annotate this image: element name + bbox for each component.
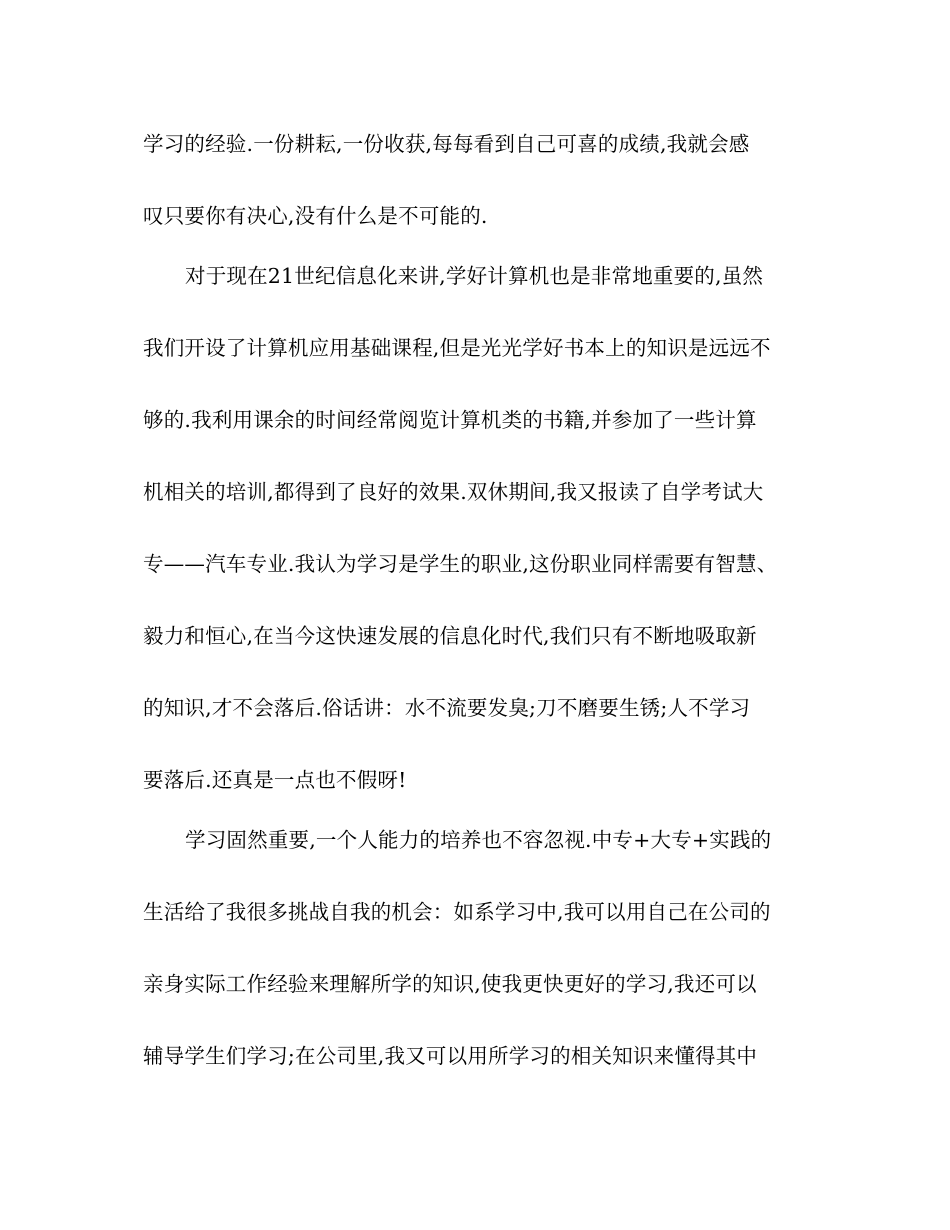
text-line: 我们开设了计算机应用基础课程,但是光光学好书本上的知识是远远不 xyxy=(143,336,771,360)
text-line: 亲身实际工作经验来理解所学的知识,使我更快更好的学习,我还可以 xyxy=(143,972,757,996)
text-line: 专——汽车专业.我认为学习是学生的职业,这份职业同样需要有智慧、 xyxy=(143,552,778,576)
text-line: 毅力和恒心,在当今这快速发展的信息化时代,我们只有不断地吸取新 xyxy=(143,624,757,648)
text-line: 生活给了我很多挑战自我的机会：如系学习中,我可以用自己在公司的 xyxy=(143,900,771,924)
paragraph-first-line: 对于现在21世纪信息化来讲,学好计算机也是非常地重要的,虽然 xyxy=(185,264,764,288)
text-line: 辅导学生们学习;在公司里,我又可以用所学习的相关知识来懂得其中 xyxy=(143,1044,758,1068)
text-line: 的知识,才不会落后.俗话讲：水不流要发臭;刀不磨要生锈;人不学习 xyxy=(143,696,751,720)
text-line: 够的.我利用课余的时间经常阅览计算机类的书籍,并参加了一些计算 xyxy=(143,408,757,432)
text-line: 学习的经验.一份耕耘,一份收获,每每看到自己可喜的成绩,我就会感 xyxy=(143,132,750,156)
text-line: 叹只要你有决心,没有什么是不可能的. xyxy=(143,204,488,228)
document-body xyxy=(143,122,813,1106)
paragraph-first-line: 学习固然重要,一个人能力的培养也不容忽视.中专+大专+实践的 xyxy=(185,828,772,852)
text-line: 机相关的培训,都得到了良好的效果.双休期间,我又报读了自学考试大 xyxy=(143,480,764,504)
text-line: 要落后.还真是一点也不假呀! xyxy=(143,768,407,792)
